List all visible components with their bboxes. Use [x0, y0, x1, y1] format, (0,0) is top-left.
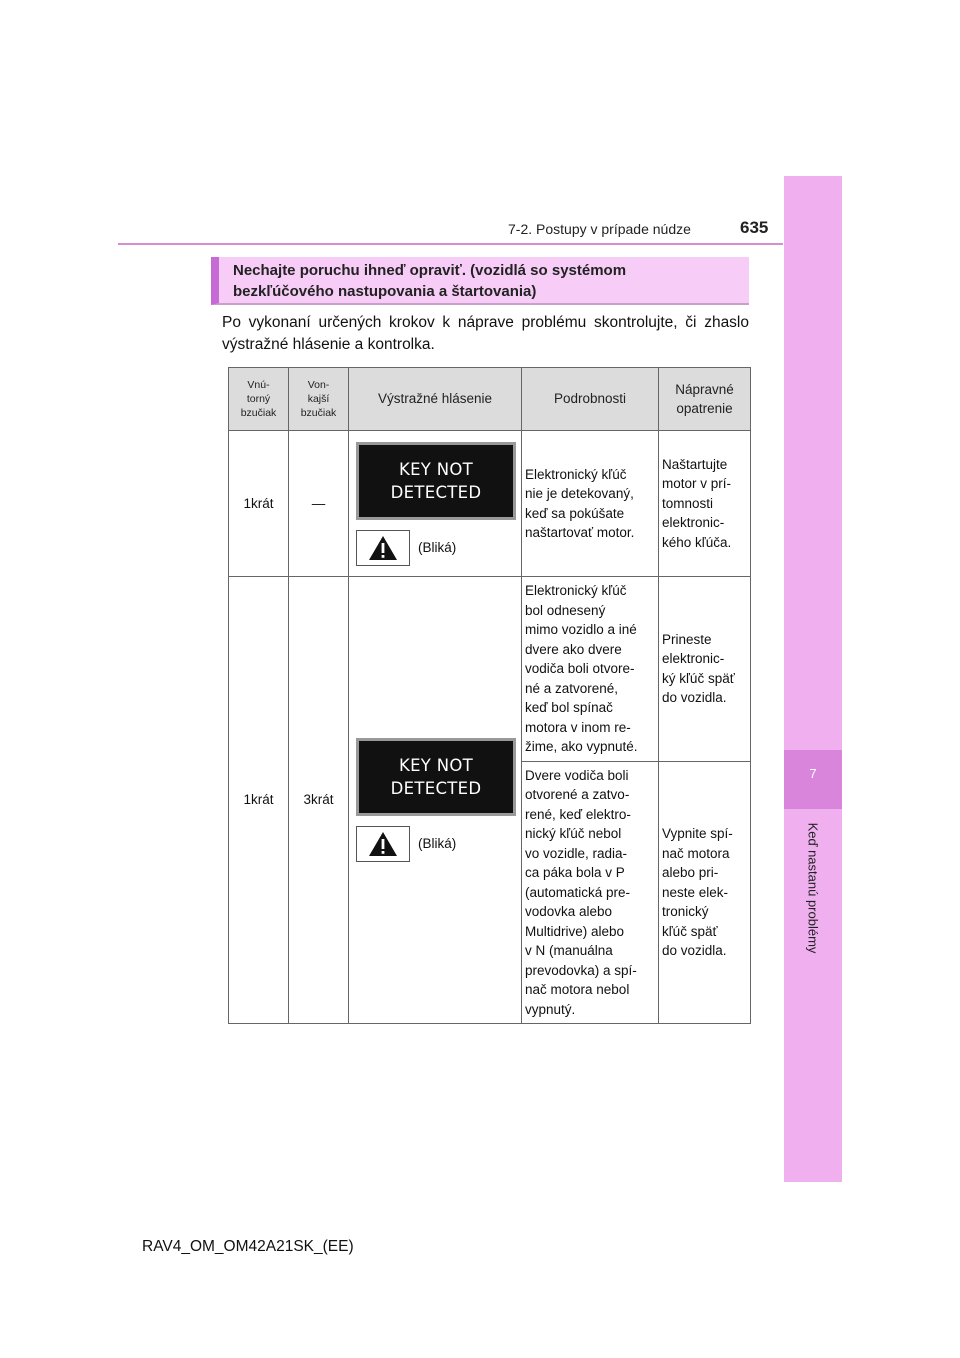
section-banner	[211, 257, 749, 305]
chapter-number: 7	[809, 766, 817, 781]
chapter-side-tab	[784, 176, 842, 1182]
warning-table	[228, 367, 751, 1024]
remedy-cell: Prineste elektronic- ký kľúč späť do vozidla.	[659, 577, 751, 762]
banner-line-1: Nechajte poruchu ihneď opraviť. (vozidlá so systémom	[233, 262, 627, 279]
header-message: Výstražné hlásenie	[349, 368, 522, 431]
inner-buzzer-cell: 1krát	[229, 431, 289, 577]
header-outer-buzzer: Von- kajší bzučiak	[289, 368, 349, 431]
intro-paragraph: Po vykonaní určených krokov k náprave problému skontrolujte, či zhaslo výstražné hlásenie a kontrolka.	[222, 314, 749, 353]
table-header-row	[229, 368, 751, 431]
header-details: Podrobnosti	[522, 368, 659, 431]
outer-buzzer-cell: —	[289, 431, 349, 577]
header-rule	[118, 243, 783, 245]
warning-triangle-icon	[356, 530, 410, 566]
outer-buzzer-cell: 3krát	[289, 577, 349, 1024]
header-inner-buzzer: Vnú- torný bzučiak	[229, 368, 289, 431]
table-row	[229, 577, 751, 762]
details-cell: Elektronický kľúč bol odnesený mimo vozidlo a iné dvere ako dvere vodiča boli otvore- né a zatvorené, keď bol spínač motora v inom re- žime, ako vypnuté.	[522, 577, 659, 762]
message-cell	[349, 577, 522, 1024]
key-not-detected-display: KEY NOT DETECTED	[356, 442, 516, 520]
document-code: RAV4_OM_OM42A21SK_(EE)	[142, 1238, 354, 1255]
key-not-detected-display: KEY NOT DETECTED	[356, 738, 516, 816]
chapter-title: Keď nastanú problémy	[805, 822, 821, 954]
blink-label: (Bliká)	[418, 539, 457, 555]
remedy-cell: Naštartujte motor v prí- tomnosti elektronic- kého kľúča.	[659, 431, 751, 577]
warning-triangle-icon	[356, 826, 410, 862]
message-cell	[349, 431, 522, 577]
table-row	[229, 431, 751, 577]
details-cell: Dvere vodiča boli otvorené a zatvo- rené, keď elektro- nický kľúč nebol vo vozidle, radia- ca páka bola v P (automatická pre- vodovka alebo Multidrive) alebo v N (manuálna prevodovka) a spí- nač motora nebol vypnutý.	[522, 761, 659, 1024]
details-cell: Elektronický kľúč nie je detekovaný, keď sa pokúšate naštartovať motor.	[522, 431, 659, 577]
remedy-cell: Vypnite spí- nač motora alebo pri- neste elek- tronický kľúč späť do vozidla.	[659, 761, 751, 1024]
section-title: 7-2. Postupy v prípade núdze	[508, 221, 691, 237]
page-number: 635	[740, 218, 769, 237]
header-remedy: Nápravné opatrenie	[659, 368, 751, 431]
banner-line-2: bezkľúčového nastupovania a štartovania)	[233, 283, 537, 300]
blink-label: (Bliká)	[418, 836, 457, 852]
inner-buzzer-cell: 1krát	[229, 577, 289, 1024]
